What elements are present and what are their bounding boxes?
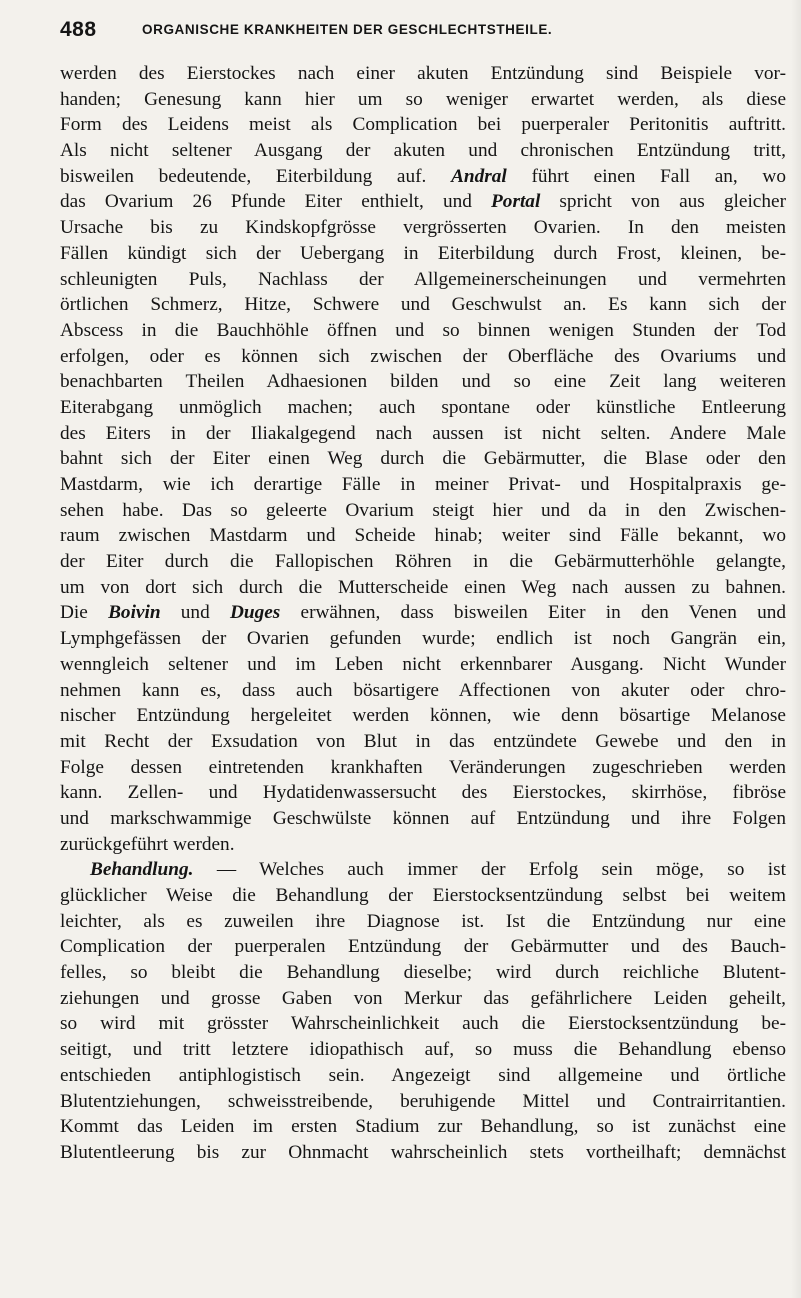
- author-name: Boivin: [108, 602, 161, 624]
- text-line: Form des Leidens meist als Complication bei puerperaler Peritonitis auftritt.: [60, 114, 786, 136]
- text-line: benachbarten Theilen Adhaesionen bilden und so eine Zeit lang weiteren: [60, 371, 786, 393]
- text-line: handen; Genesung kann hier um so weniger erwartet werden, als diese: [60, 88, 786, 110]
- author-name: Portal: [491, 191, 541, 213]
- text-line: Die Boivin und Duges erwähnen, dass bisweilen Eiter in den Venen und: [60, 602, 786, 624]
- text-line: örtlichen Schmerz, Hitze, Schwere und Geschwulst an. Es kann sich der: [60, 294, 786, 316]
- text-line: Blutentleerung bis zur Ohnmacht wahrscheinlich stets vortheilhaft; demnächst: [60, 1141, 786, 1163]
- page-number: 488: [60, 18, 97, 41]
- text-line: Mastdarm, wie ich derartige Fälle in meiner Privat- und Hospitalpraxis ge-: [60, 474, 786, 495]
- text-line: kann. Zellen- und Hydatidenwassersucht des Eierstockes, skirrhöse, fibröse: [60, 782, 786, 804]
- text-line: glücklicher Weise die Behandlung der Eierstocksentzündung selbst bei weitem: [60, 885, 786, 906]
- text-line: Blutentziehungen, schweisstreibende, beruhigende Mittel und Contrairritantien.: [60, 1090, 786, 1112]
- text-line: Ursache bis zu Kindskopfgrösse vergrösserten Ovarien. In den meisten: [60, 217, 786, 239]
- text-line: Complication der puerperalen Entzündung der Gebärmutter und des Bauch-: [60, 936, 786, 958]
- text-line: Kommt das Leiden im ersten Stadium zur Behandlung, so ist zunächst eine: [60, 1116, 786, 1138]
- text-line: sehen habe. Das so geleerte Ovarium steigt hier und da in den Zwischen-: [60, 499, 786, 521]
- text-line: leichter, als es zuweilen ihre Diagnose ist. Ist die Entzündung nur eine: [60, 910, 786, 932]
- text-line: Abscess in die Bauchhöhle öffnen und so binnen wenigen Stunden der Tod: [60, 319, 786, 341]
- text-line: raum zwischen Mastdarm und Scheide hinab; weiter sind Fälle bekannt, wo: [60, 525, 786, 547]
- text-line: so wird mit grösster Wahrscheinlichkeit auch die Eierstocksentzündung be-: [60, 1013, 786, 1035]
- text-line: des Eiters in der Iliakalgegend nach aussen ist nicht selten. Andere Male: [60, 422, 786, 444]
- text-line: schleunigten Puls, Nachlass der Allgemeinerscheinungen und vermehrten: [60, 268, 786, 290]
- text-line: Folge dessen eintretenden krankhaften Veränderungen zugeschrieben werden: [60, 756, 786, 778]
- text-line: werden des Eierstockes nach einer akuten Entzündung sind Beispiele vor-: [60, 63, 786, 84]
- text-line: zurückgeführt werden.: [60, 833, 235, 855]
- author-name: Andral: [451, 165, 507, 187]
- text-line: und markschwammige Geschwülste können auf Entzündung und ihre Folgen: [60, 807, 786, 829]
- text-line: Eiterabgang unmöglich machen; auch spontane oder künstliche Entleerung: [60, 396, 786, 418]
- text-line: ziehungen und grosse Gaben von Merkur das gefährlichere Leiden geheilt,: [60, 987, 786, 1009]
- text-line: Lymphgefässen der Ovarien gefunden wurde; endlich ist noch Gangrän ein,: [60, 628, 786, 650]
- text-line: bisweilen bedeutende, Eiterbildung auf. Andral führt einen Fall an, wo: [60, 165, 786, 187]
- text-line: um von dort sich durch die Mutterscheide einen Weg nach aussen zu bahnen.: [60, 576, 786, 598]
- text-line: felles, so bleibt die Behandlung dieselbe; wird durch reichliche Blutent-: [60, 962, 786, 984]
- text-line: nischer Entzündung hergeleitet werden können, wie denn bösartige Melanose: [60, 705, 786, 727]
- text-line: nehmen kann es, dass auch bösartigere Affectionen von akuter oder chro-: [60, 679, 786, 701]
- page-header: [60, 18, 786, 52]
- text-line: Behandlung. — Welches auch immer der Erfolg sein möge, so ist: [90, 859, 786, 881]
- text-line: entschieden antiphlogistisch sein. Angezeigt sind allgemeine und örtliche: [60, 1064, 786, 1086]
- page-edge-shadow: [791, 0, 801, 1298]
- body-text: [60, 61, 786, 1166]
- text-line: mit Recht der Exsudation von Blut in das entzündete Gewebe und den in: [60, 730, 786, 752]
- text-line: bahnt sich der Eiter einen Weg durch die Gebärmutter, die Blase oder den: [60, 448, 786, 470]
- section-heading: Behandlung.: [90, 859, 194, 881]
- text-line: erfolgen, oder es können sich zwischen der Oberfläche des Ovariums und: [60, 345, 786, 367]
- text-line: Als nicht seltener Ausgang der akuten und chronischen Entzündung tritt,: [60, 140, 786, 162]
- author-name: Duges: [229, 602, 281, 624]
- text-line: seitigt, und tritt letztere idiopathisch auf, so muss die Behandlung ebenso: [60, 1039, 786, 1061]
- text-line: Fällen kündigt sich der Uebergang in Eiterbildung durch Frost, kleinen, be-: [60, 242, 786, 264]
- text-line: der Eiter durch die Fallopischen Röhren in die Gebärmutterhöhle gelangte,: [60, 551, 786, 573]
- book-page: [60, 18, 786, 1166]
- text-line: wenngleich seltener und im Leben nicht erkennbarer Ausgang. Nicht Wunder: [60, 653, 786, 675]
- text-line: das Ovarium 26 Pfunde Eiter enthielt, und Portal spricht von aus gleicher: [60, 191, 786, 213]
- running-title: ORGANISCHE KRANKHEITEN DER GESCHLECHTSTHEILE.: [142, 22, 553, 37]
